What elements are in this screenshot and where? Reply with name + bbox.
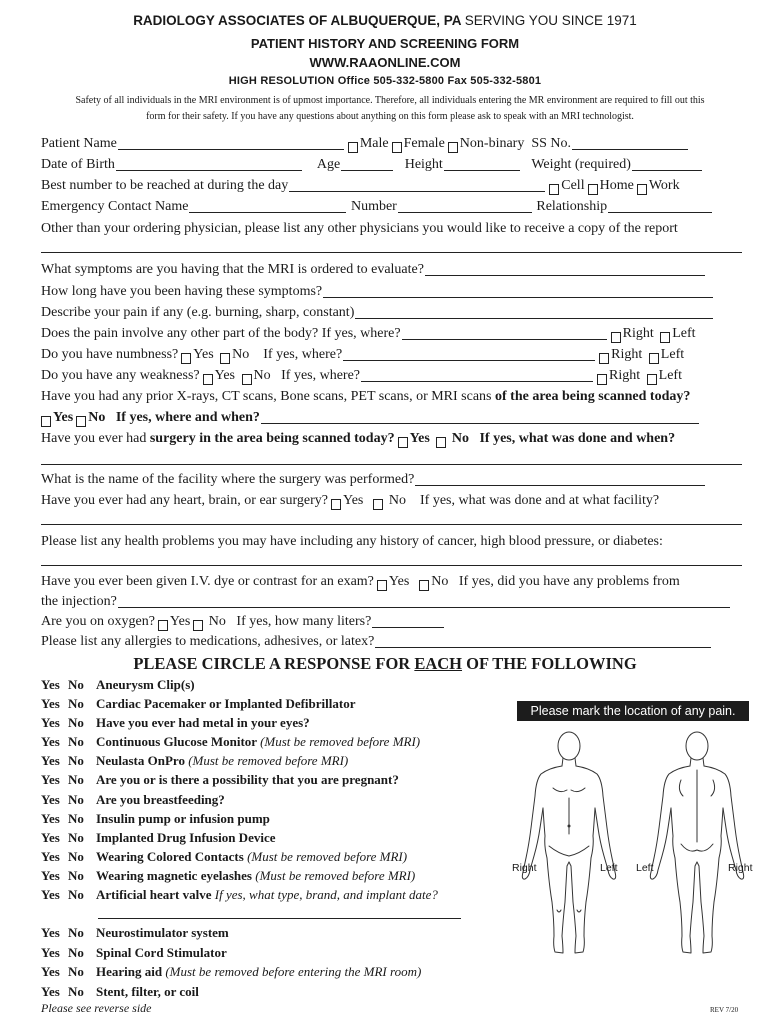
- no-option[interactable]: No: [68, 925, 84, 940]
- ss-no-field[interactable]: [572, 135, 688, 150]
- circle-item-row: [41, 733, 420, 751]
- yes-option[interactable]: Yes: [41, 677, 60, 692]
- circle-item-row: [41, 771, 399, 789]
- back-right-label: Right: [728, 862, 753, 874]
- emergency-name-field[interactable]: [189, 198, 346, 213]
- health-problems-field[interactable]: [41, 565, 742, 566]
- front-right-label: Right: [512, 862, 537, 874]
- circle-item-row: [41, 791, 225, 809]
- how-long-field[interactable]: [323, 283, 713, 298]
- oxygen-row: Are you on oxygen? Yes No If yes, how many liters?: [41, 612, 742, 631]
- circle-item-label: Neurostimulator system: [96, 925, 229, 940]
- allergies-field[interactable]: [375, 633, 711, 648]
- pain-right-checkbox[interactable]: [611, 332, 621, 343]
- numbness-right-checkbox[interactable]: [599, 353, 609, 364]
- circle-item-label: Wearing Colored Contacts: [96, 849, 244, 864]
- yes-option[interactable]: Yes: [41, 734, 60, 749]
- no-option[interactable]: No: [68, 811, 84, 826]
- yes-option[interactable]: Yes: [41, 830, 60, 845]
- iv-no-checkbox[interactable]: [419, 580, 429, 591]
- circle-item-label: Insulin pump or infusion pump: [96, 811, 270, 826]
- injection-row: the injection?: [41, 592, 742, 611]
- weakness-left-checkbox[interactable]: [647, 374, 657, 385]
- yes-option[interactable]: Yes: [41, 715, 60, 730]
- prior-scans-field[interactable]: [261, 409, 699, 424]
- symptoms-field[interactable]: [425, 261, 705, 276]
- circle-item-label: Stent, filter, or coil: [96, 984, 199, 999]
- heart-no-checkbox[interactable]: [373, 499, 383, 510]
- yes-option[interactable]: Yes: [41, 925, 60, 940]
- yes-option[interactable]: Yes: [41, 887, 60, 902]
- front-body-figure: [522, 732, 615, 953]
- surgery-no-checkbox[interactable]: [436, 437, 446, 448]
- form-title: PATIENT HISTORY AND SCREENING FORM: [250, 36, 520, 51]
- yes-option[interactable]: Yes: [41, 868, 60, 883]
- prior-scans-no-checkbox[interactable]: [76, 416, 86, 427]
- no-option[interactable]: No: [68, 984, 84, 999]
- circle-item-label: Hearing aid: [96, 964, 163, 979]
- numbness-row: Do you have numbness? Yes No If yes, where? Right Left: [41, 347, 685, 362]
- patient-name-row: Patient Name Male Female Non-binary SS No.: [41, 134, 742, 153]
- numbness-where-field[interactable]: [343, 346, 595, 361]
- circle-item-label: Are you or is there a possibility that you are pregnant?: [96, 772, 399, 787]
- heart-yes-checkbox[interactable]: [331, 499, 341, 510]
- circle-item-row: [41, 810, 270, 828]
- weakness-yes-checkbox[interactable]: [203, 374, 213, 385]
- best-number-field[interactable]: [289, 177, 545, 192]
- heart-brain-row: Have you ever had any heart, brain, or ear surgery? Yes No If yes, what was done and at what facility?: [41, 493, 660, 508]
- pain-other-field[interactable]: [402, 325, 607, 340]
- weakness-row: Do you have any weakness? Yes No If yes, where? Right Left: [41, 368, 682, 383]
- yes-option[interactable]: Yes: [41, 984, 60, 999]
- health-problems-row: Please list any health problems you may have including any history of cancer, high blood pressure, or diabetes:: [41, 534, 663, 549]
- male-checkbox[interactable]: [348, 142, 358, 153]
- oxygen-yes-checkbox[interactable]: [158, 620, 168, 631]
- circle-item-row: [41, 714, 310, 732]
- prior-scans-row: Have you had any prior X-rays, CT scans, Bone scans, PET scans, or MRI scans of the area being scanned today?: [41, 389, 691, 404]
- heart-valve-detail-field[interactable]: [98, 918, 461, 919]
- circle-item-row: [41, 848, 407, 866]
- dob-row: Date of Birth Age Height Weight (required): [41, 155, 742, 174]
- liters-field[interactable]: [372, 613, 444, 628]
- home-checkbox[interactable]: [588, 184, 598, 195]
- circle-item-row: [41, 867, 415, 885]
- no-option[interactable]: No: [68, 945, 84, 960]
- no-option[interactable]: No: [68, 887, 84, 902]
- no-option[interactable]: No: [68, 696, 84, 711]
- describe-pain-row: Describe your pain if any (e.g. burning, sharp, constant): [41, 303, 742, 322]
- yes-option[interactable]: Yes: [41, 792, 60, 807]
- circle-item-row: [41, 695, 355, 713]
- circle-item-row: [41, 924, 229, 942]
- circle-item-label: Aneurysm Clip(s): [96, 677, 195, 692]
- circle-item-label: Implanted Drug Infusion Device: [96, 830, 276, 845]
- emergency-row: Emergency Contact Name Number Relationship: [41, 197, 742, 216]
- cell-checkbox[interactable]: [549, 184, 559, 195]
- circle-item-row: [41, 676, 195, 694]
- how-long-row: How long have you been having these symptoms?: [41, 282, 742, 301]
- yes-option[interactable]: Yes: [41, 753, 60, 768]
- symptoms-row: What symptoms are you having that the MRI is ordered to evaluate?: [41, 260, 742, 279]
- circle-item-note: (Must be removed before MRI): [188, 753, 349, 768]
- surgery-row: Have you ever had surgery in the area being scanned today? Yes No If yes, what was done and when?: [41, 431, 676, 446]
- oxygen-no-checkbox[interactable]: [193, 620, 203, 631]
- back-left-label: Left: [636, 862, 654, 874]
- surgery-yes-checkbox[interactable]: [398, 437, 408, 448]
- facility-field[interactable]: [415, 471, 705, 486]
- yes-option[interactable]: Yes: [41, 811, 60, 826]
- circle-item-row: [41, 983, 199, 1001]
- no-option[interactable]: No: [68, 753, 84, 768]
- age-field[interactable]: [341, 156, 393, 171]
- injection-field[interactable]: [118, 593, 730, 608]
- no-option[interactable]: No: [68, 868, 84, 883]
- weakness-right-checkbox[interactable]: [597, 374, 607, 385]
- circle-item-row: [41, 829, 276, 847]
- other-physicians-field[interactable]: [41, 252, 742, 253]
- pain-other-row: Does the pain involve any other part of the body? If yes, where? Right Left: [41, 326, 696, 341]
- circle-section-title: PLEASE CIRCLE A RESPONSE FOR EACH OF THE FOLLOWING: [133, 654, 637, 673]
- circle-item-note: (Must be removed before entering the MRI room): [165, 964, 422, 979]
- back-body-figure: [650, 732, 743, 953]
- yes-option[interactable]: Yes: [41, 849, 60, 864]
- emergency-number-field[interactable]: [398, 198, 532, 213]
- circle-item-label: Artificial heart valve: [96, 887, 212, 902]
- circle-item-label: Are you breastfeeding?: [96, 792, 225, 807]
- patient-name-field[interactable]: [118, 135, 344, 150]
- no-option[interactable]: No: [68, 964, 84, 979]
- circle-item-label: Have you ever had metal in your eyes?: [96, 715, 310, 730]
- circle-item-label: Cardiac Pacemaker or Implanted Defibrillator: [96, 696, 356, 711]
- numbness-no-checkbox[interactable]: [220, 353, 230, 364]
- allergies-row: Please list any allergies to medications, adhesives, or latex?: [41, 632, 742, 651]
- intro-text: Safety of all individuals in the MRI environment is of upmost importance. Therefore, all individuals entering the MR environment are required to fill out this form for their safety. If you have any questions about anything on this form please ask to speak with an MRI technologist.: [75, 95, 705, 122]
- circle-item-row: [41, 963, 421, 981]
- relationship-field[interactable]: [608, 198, 712, 213]
- describe-pain-field[interactable]: [355, 304, 713, 319]
- yes-option[interactable]: Yes: [41, 772, 60, 787]
- no-option[interactable]: No: [68, 734, 84, 749]
- no-option[interactable]: No: [68, 792, 84, 807]
- weight-field[interactable]: [632, 156, 702, 171]
- circle-item-label: Neulasta OnPro: [96, 753, 185, 768]
- body-diagram[interactable]: [505, 724, 761, 964]
- pain-map-title: Please mark the location of any pain.: [517, 701, 749, 721]
- circle-item-note: If yes, what type, brand, and implant date?: [214, 887, 438, 902]
- iv-yes-checkbox[interactable]: [377, 580, 387, 591]
- other-physicians-row: Other than your ordering physician, please list any other physicians you would like to receive a copy of the report: [41, 221, 678, 236]
- surgery-field[interactable]: [41, 464, 742, 465]
- circle-item-label: Continuous Glucose Monitor: [96, 734, 257, 749]
- height-field[interactable]: [444, 156, 520, 171]
- circle-item-label: Spinal Cord Stimulator: [96, 945, 227, 960]
- revision-label: REV 7/20: [710, 1006, 739, 1014]
- heart-brain-field[interactable]: [41, 524, 742, 525]
- facility-row: What is the name of the facility where the surgery was performed?: [41, 470, 742, 489]
- no-option[interactable]: No: [68, 715, 84, 730]
- numbness-left-checkbox[interactable]: [649, 353, 659, 364]
- prior-scans-yes-checkbox[interactable]: [41, 416, 51, 427]
- circle-item-row: [41, 752, 348, 770]
- work-checkbox[interactable]: [637, 184, 647, 195]
- female-checkbox[interactable]: [392, 142, 402, 153]
- weakness-where-field[interactable]: [361, 367, 593, 382]
- weakness-no-checkbox[interactable]: [242, 374, 252, 385]
- dob-field[interactable]: [116, 156, 302, 171]
- yes-option[interactable]: Yes: [41, 945, 60, 960]
- nonbinary-checkbox[interactable]: [448, 142, 458, 153]
- contact-line: HIGH RESOLUTION Office 505-332-5800 Fax 505-332-5801: [228, 75, 542, 87]
- circle-item-note: (Must be removed before MRI): [255, 868, 416, 883]
- circle-item-note: (Must be removed before MRI): [260, 734, 421, 749]
- front-left-label: Left: [600, 862, 618, 874]
- yes-option[interactable]: Yes: [41, 964, 60, 979]
- circle-item-row: [41, 886, 438, 904]
- numbness-yes-checkbox[interactable]: [181, 353, 191, 364]
- no-option[interactable]: No: [68, 830, 84, 845]
- circle-item-note: (Must be removed before MRI): [247, 849, 408, 864]
- pain-left-checkbox[interactable]: [660, 332, 670, 343]
- best-number-row: Best number to be reached at during the day Cell Home Work: [41, 178, 680, 193]
- prior-scans-answer-row: Yes No If yes, where and when?: [41, 408, 742, 427]
- no-option[interactable]: No: [68, 772, 84, 787]
- website: WWW.RAAONLINE.COM: [309, 55, 461, 70]
- iv-dye-row: Have you ever been given I.V. dye or contrast for an exam? Yes No If yes, did you have any problems from: [41, 574, 680, 589]
- yes-option[interactable]: Yes: [41, 696, 60, 711]
- reverse-side-note: Please see reverse side: [41, 1001, 152, 1015]
- org-name: RADIOLOGY ASSOCIATES OF ALBUQUERQUE, PA SERVING YOU SINCE 1971: [133, 13, 637, 28]
- no-option[interactable]: No: [68, 849, 84, 864]
- circle-item-label: Wearing magnetic eyelashes: [96, 868, 252, 883]
- circle-item-row: [41, 944, 227, 962]
- no-option[interactable]: No: [68, 677, 84, 692]
